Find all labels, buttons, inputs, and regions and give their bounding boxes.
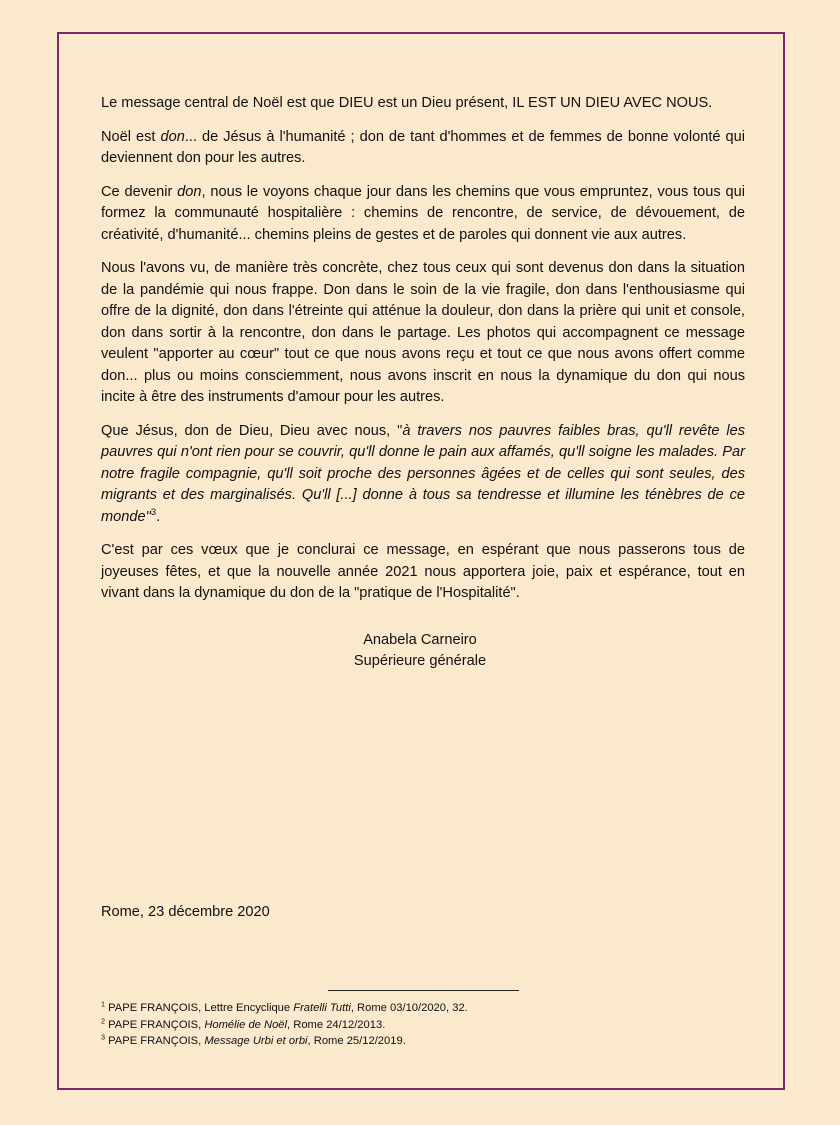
- footnotes: [101, 1000, 468, 1050]
- paragraph-4: Nous l'avons vu, de manière très concrète, chez tous ceux qui sont devenus don dans la situation de la pandémie qui nous frappe. Don dans le soin de la vie fragile, don dans l'enthousiasme qui offre de la dignité, don dans l'étreinte qui atténue la douleur, don dans la prière qui unit et console, don dans sortir à la rencontre, don dans le partage. Les photos qui accompagnent ce message veulent "apporter au cœur" tout ce que nous avons reçu et tout ce que nous avons offert comme don... plus ou moins consciemment, nous avons inscrit en nous la dynamique du don qui nous incite à être des instruments d'amour pour les autres.: [101, 260, 745, 405]
- paragraph-1: Le message central de Noël est que DIEU est un Dieu présent, IL EST UN DIEU AVEC NOUS.: [101, 95, 713, 111]
- footnote-ref: 3: [150, 506, 157, 518]
- footnote-3: $^3$ PAPE FRANÇOIS, Message Urbi et orbi, Rome 25/12/2019.: [101, 1032, 406, 1047]
- footnote-2: $^2$ PAPE FRANÇOIS, Homélie de Noël, Rome 24/12/2013.: [101, 1015, 386, 1031]
- signature-name: Anabela Carneiro: [363, 632, 477, 648]
- paragraph-6: C'est par ces vœux que je conclurai ce message, en espérant que nous passerons tous de joyeuses fêtes, et que la nouvelle année 2021 nous apportera joie, paix et espérance, tout en vivant dans la dynamique du don de la "pratique de l'Hospitalité".: [101, 542, 745, 601]
- paragraph-2: Noël est don... de Jésus à l'humanité ; don de tant d'hommes et de femmes de bonne volonté qui deviennent don pour les autres.: [101, 128, 745, 166]
- paragraph-5: Que Jésus, don de Dieu, Dieu avec nous, "à travers nos pauvres faibles bras, qu'll revête les pauvres qui n'ont rien pour se couvrir, qu'll donne le pain aux affamés, qu'll soigne les malades. Par notre fragile compagnie, qu'll soit proche des personnes âgées et de celles qui sont seules, des migrants et des marginalisés. Qu'll [...] donne à tous sa tendresse et illumine les ténèbres de ce monde"$^3$.: [101, 422, 745, 525]
- date-line: Rome, 23 décembre 2020: [101, 904, 270, 920]
- paragraph-3: Ce devenir don, nous le voyons chaque jour dans les chemins que vous empruntez, vous tous qui formez la communauté hospitalière : chemins de rencontre, de service, de dévouement, de créativité, d'humanité... chemins pleins de gestes et de paroles qui donnent vie aux autres.: [101, 183, 745, 243]
- quote-text: à travers nos pauvres faibles bras, qu'll revête les pauvres qui n'ont rien pour se couvrir, qu'll donne le pain aux affamés, qu'll soigne les malades. Par notre fragile compagnie, qu'll soit proche des personnes âgées et de celles qui sont seules, des migrants et des marginalisés. Qu'll [...] donne à tous sa tendresse et illumine les ténèbres de ce monde": [101, 422, 745, 525]
- footnote-separator: [328, 990, 519, 991]
- signature-title: Supérieure générale: [353, 653, 487, 669]
- footnote-1: $^1$ PAPE FRANÇOIS, Lettre Encyclique Fratelli Tutti, Rome 03/10/2020, 32.: [101, 999, 468, 1014]
- signature-block: [0, 630, 840, 672]
- letter-body: [101, 93, 745, 617]
